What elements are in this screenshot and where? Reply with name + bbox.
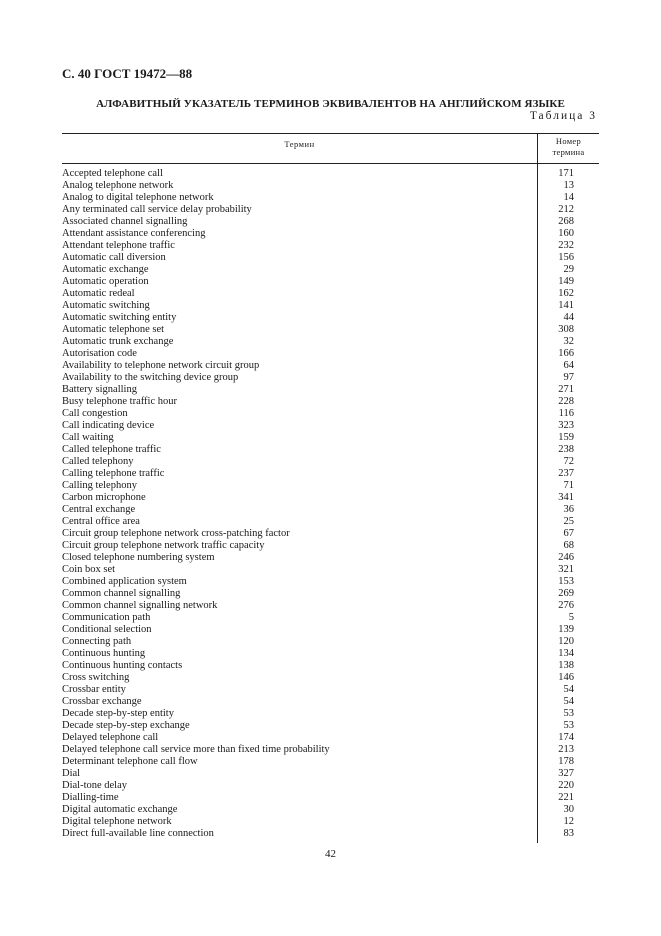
term-cell: Any terminated call service delay probability <box>62 204 252 215</box>
table-row <box>62 276 599 288</box>
table-row <box>62 516 599 528</box>
term-cell: Automatic call diversion <box>62 252 166 263</box>
term-number-cell: 149 <box>558 276 574 287</box>
term-cell: Direct full-available line connection <box>62 828 214 839</box>
term-number-cell: 83 <box>563 828 574 839</box>
term-number-cell: 146 <box>558 672 574 683</box>
table-header-rule <box>62 163 599 164</box>
table-row <box>62 300 599 312</box>
term-number-cell: 53 <box>563 708 574 719</box>
term-number-cell: 212 <box>558 204 574 215</box>
term-number-cell: 141 <box>558 300 574 311</box>
table-row <box>62 192 599 204</box>
term-cell: Circuit group telephone network traffic capacity <box>62 540 265 551</box>
table-row <box>62 336 599 348</box>
table-row <box>62 768 599 780</box>
term-cell: Autorisation code <box>62 348 137 359</box>
table-row <box>62 204 599 216</box>
term-number-cell: 153 <box>558 576 574 587</box>
term-number-cell: 29 <box>563 264 574 275</box>
term-cell: Called telephony <box>62 456 134 467</box>
term-number-cell: 156 <box>558 252 574 263</box>
term-cell: Cross switching <box>62 672 130 683</box>
term-cell: Crossbar exchange <box>62 696 142 707</box>
table-row <box>62 624 599 636</box>
term-cell: Called telephone traffic <box>62 444 161 455</box>
table-row <box>62 756 599 768</box>
term-number-cell: 54 <box>563 696 574 707</box>
term-number-cell: 5 <box>568 612 574 623</box>
table-row <box>62 600 599 612</box>
term-number-cell: 139 <box>558 624 574 635</box>
term-number-cell: 220 <box>558 780 574 791</box>
term-cell: Delayed telephone call <box>62 732 159 743</box>
term-number-cell: 166 <box>558 348 574 359</box>
term-cell: Digital telephone network <box>62 816 172 827</box>
table-row <box>62 288 599 300</box>
term-number-cell: 341 <box>558 492 574 503</box>
table-body <box>62 168 599 840</box>
table-row <box>62 684 599 696</box>
term-cell: Associated channel signalling <box>62 216 188 227</box>
term-number-cell: 14 <box>563 192 574 203</box>
term-number-cell: 321 <box>558 564 574 575</box>
term-number-cell: 64 <box>563 360 574 371</box>
term-cell: Automatic telephone set <box>62 324 165 335</box>
table-row <box>62 744 599 756</box>
term-number-cell: 36 <box>563 504 574 515</box>
term-number-cell: 269 <box>558 588 574 599</box>
page-number: 42 <box>325 848 336 860</box>
term-cell: Determinant telephone call flow <box>62 756 198 767</box>
table-row <box>62 480 599 492</box>
table-row <box>62 804 599 816</box>
table-row <box>62 696 599 708</box>
table-row <box>62 504 599 516</box>
term-number-cell: 67 <box>563 528 574 539</box>
term-cell: Accepted telephone call <box>62 168 163 179</box>
term-cell: Closed telephone numbering system <box>62 552 215 563</box>
term-cell: Digital automatic exchange <box>62 804 178 815</box>
table-row <box>62 420 599 432</box>
term-cell: Decade step-by-step exchange <box>62 720 190 731</box>
term-cell: Common channel signalling <box>62 588 181 599</box>
term-number-cell: 13 <box>563 180 574 191</box>
table-row <box>62 540 599 552</box>
term-number-cell: 32 <box>563 336 574 347</box>
term-number-cell: 72 <box>563 456 574 467</box>
table-row <box>62 372 599 384</box>
term-number-cell: 268 <box>558 216 574 227</box>
term-cell: Dial <box>62 768 81 779</box>
term-cell: Analog telephone network <box>62 180 174 191</box>
term-cell: Circuit group telephone network cross-patching factor <box>62 528 290 539</box>
term-number-cell: 68 <box>563 540 574 551</box>
term-cell: Carbon microphone <box>62 492 146 503</box>
table-row <box>62 552 599 564</box>
term-number-cell: 138 <box>558 660 574 671</box>
table-row <box>62 708 599 720</box>
term-cell: Calling telephony <box>62 480 137 491</box>
table-row <box>62 264 599 276</box>
table-row <box>62 312 599 324</box>
table-row <box>62 396 599 408</box>
term-number-cell: 221 <box>558 792 574 803</box>
term-cell: Battery signalling <box>62 384 137 395</box>
table-row <box>62 720 599 732</box>
term-cell: Coin box set <box>62 564 116 575</box>
term-cell: Busy telephone traffic hour <box>62 396 177 407</box>
table-row <box>62 180 599 192</box>
table-label: Таблица 3 <box>529 110 597 122</box>
table-row <box>62 576 599 588</box>
term-number-cell: 238 <box>558 444 574 455</box>
table-row <box>62 348 599 360</box>
table-top-rule <box>62 133 599 134</box>
term-cell: Automatic switching <box>62 300 150 311</box>
term-number-cell: 327 <box>558 768 574 779</box>
term-number-cell: 271 <box>558 384 574 395</box>
column-header-number-line2: термина <box>552 147 585 157</box>
term-cell: Call waiting <box>62 432 114 443</box>
table-row <box>62 360 599 372</box>
table-row <box>62 588 599 600</box>
term-cell: Availability to telephone network circuit group <box>62 360 260 371</box>
table-row <box>62 252 599 264</box>
table-row <box>62 732 599 744</box>
page-title: АЛФАВИТНЫЙ УКАЗАТЕЛЬ ТЕРМИНОВ ЭКВИВАЛЕНТОВ НА АНГЛИЙСКОМ ЯЗЫКЕ <box>96 98 565 110</box>
table-row <box>62 324 599 336</box>
table-row <box>62 612 599 624</box>
term-cell: Automatic operation <box>62 276 149 287</box>
term-cell: Continuous hunting contacts <box>62 660 183 671</box>
term-cell: Call indicating device <box>62 420 155 431</box>
term-number-cell: 228 <box>558 396 574 407</box>
term-cell: Continuous hunting <box>62 648 146 659</box>
table-row <box>62 456 599 468</box>
term-number-cell: 97 <box>563 372 574 383</box>
term-number-cell: 54 <box>563 684 574 695</box>
term-cell: Attendant assistance conferencing <box>62 228 206 239</box>
table-row <box>62 384 599 396</box>
table-row <box>62 492 599 504</box>
term-cell: Availability to the switching device group <box>62 372 239 383</box>
term-number-cell: 276 <box>558 600 574 611</box>
term-number-cell: 116 <box>558 408 574 419</box>
term-number-cell: 232 <box>558 240 574 251</box>
page-reference: С. 40 ГОСТ 19472—88 <box>62 66 193 81</box>
term-cell: Dial-tone delay <box>62 780 128 791</box>
table-row <box>62 816 599 828</box>
term-number-cell: 174 <box>558 732 574 743</box>
term-cell: Central office area <box>62 516 140 527</box>
term-number-cell: 323 <box>558 420 574 431</box>
column-header-term: Термин <box>284 139 315 149</box>
term-number-cell: 213 <box>558 744 574 755</box>
table-row <box>62 216 599 228</box>
term-cell: Calling telephone traffic <box>62 468 165 479</box>
table-row <box>62 444 599 456</box>
term-cell: Automatic redeal <box>62 288 135 299</box>
table-row <box>62 672 599 684</box>
term-number-cell: 12 <box>563 816 574 827</box>
table-row <box>62 168 599 180</box>
term-number-cell: 159 <box>558 432 574 443</box>
table-row <box>62 408 599 420</box>
column-header-number-line1: Номер <box>555 136 582 146</box>
term-cell: Automatic exchange <box>62 264 149 275</box>
table-row <box>62 228 599 240</box>
term-cell: Call congestion <box>62 408 128 419</box>
term-cell: Conditional selection <box>62 624 152 635</box>
table-row <box>62 528 599 540</box>
term-cell: Crossbar entity <box>62 684 126 695</box>
term-number-cell: 178 <box>558 756 574 767</box>
term-number-cell: 160 <box>558 228 574 239</box>
term-number-cell: 44 <box>563 312 574 323</box>
term-number-cell: 171 <box>558 168 574 179</box>
table-row <box>62 780 599 792</box>
term-cell: Automatic trunk exchange <box>62 336 174 347</box>
term-cell: Combined application system <box>62 576 187 587</box>
table-row <box>62 564 599 576</box>
term-cell: Automatic switching entity <box>62 312 177 323</box>
term-cell: Decade step-by-step entity <box>62 708 174 719</box>
term-cell: Connecting path <box>62 636 132 647</box>
term-cell: Delayed telephone call service more than fixed time probability <box>62 744 330 755</box>
term-cell: Central exchange <box>62 504 136 515</box>
table-row <box>62 432 599 444</box>
term-cell: Common channel signalling network <box>62 600 218 611</box>
term-cell: Analog to digital telephone network <box>62 192 214 203</box>
term-number-cell: 308 <box>558 324 574 335</box>
term-number-cell: 71 <box>563 480 574 491</box>
term-number-cell: 30 <box>563 804 574 815</box>
term-cell: Dialling-time <box>62 792 119 803</box>
term-number-cell: 120 <box>558 636 574 647</box>
term-number-cell: 237 <box>558 468 574 479</box>
table-row <box>62 828 599 840</box>
term-number-cell: 53 <box>563 720 574 731</box>
term-cell: Attendant telephone traffic <box>62 240 175 251</box>
term-number-cell: 25 <box>563 516 574 527</box>
table-row <box>62 660 599 672</box>
table-row <box>62 648 599 660</box>
term-number-cell: 246 <box>558 552 574 563</box>
table-row <box>62 240 599 252</box>
table-row <box>62 636 599 648</box>
term-cell: Communication path <box>62 612 151 623</box>
term-number-cell: 134 <box>558 648 574 659</box>
term-number-cell: 162 <box>558 288 574 299</box>
table-row <box>62 468 599 480</box>
table-row <box>62 792 599 804</box>
column-header-number <box>538 136 599 158</box>
